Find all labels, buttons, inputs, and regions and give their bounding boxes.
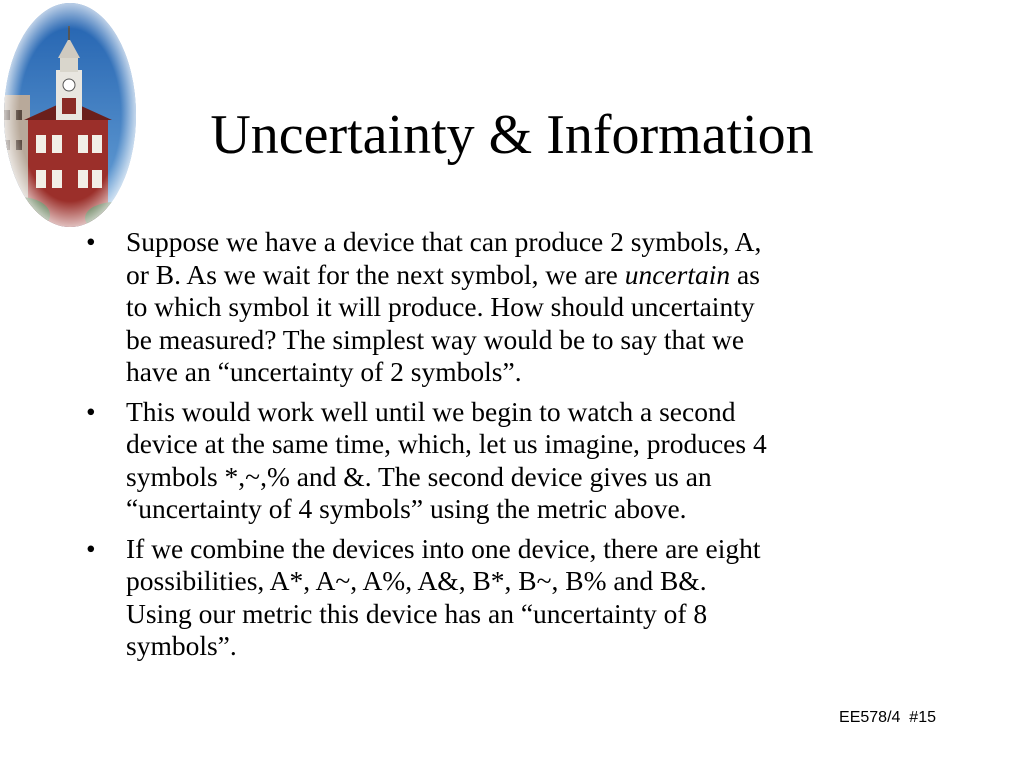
bullet-dot-icon: • [86,532,96,564]
bullet-line: Suppose we have a device that can produce 2 symbols, A, [126,226,762,257]
bullet-line: possibilities, A*, A~, A%, A&, B*, B~, B% and B&. [126,565,707,596]
bullet-item [86,226,936,389]
bullet-text: or B. As we wait for the next symbol, we are [126,258,625,290]
bullet-line: device at the same time, which, let us imagine, produces 4 [126,428,767,459]
bullet-line: Using our metric this device has an “uncertainty of 8 [126,597,708,629]
bullet-text: as [730,258,760,290]
bullet-list [86,226,936,670]
bullet-dot-icon: • [86,226,96,257]
slide-title: Uncertainty & Information [210,104,814,166]
bullet-line: “uncertainty of 4 symbols” using the metric above. [126,493,687,524]
bullet-dot-icon: • [86,395,96,427]
bullet-line: symbols *,~,% and &. The second device gives us an [126,460,712,492]
bullet-item [86,533,936,663]
slide-footer: EE578/4 #15 [839,709,936,726]
bullet-line: If we combine the devices into one device, there are eight [126,532,761,564]
bullet-line: be measured? The simplest way would be to say that we [126,323,745,355]
clock-tower-photo [0,0,140,230]
bullet-line: have an “uncertainty of 2 symbols”. [126,356,522,387]
bullet-line: to which symbol it will produce. How should uncertainty [126,291,755,322]
bullet-line [126,259,936,292]
bullet-line: This would work well until we begin to watch a second [126,395,736,427]
emphasized-word: uncertain [624,258,731,290]
bullet-line: symbols”. [126,630,237,661]
bullet-item [86,396,936,526]
